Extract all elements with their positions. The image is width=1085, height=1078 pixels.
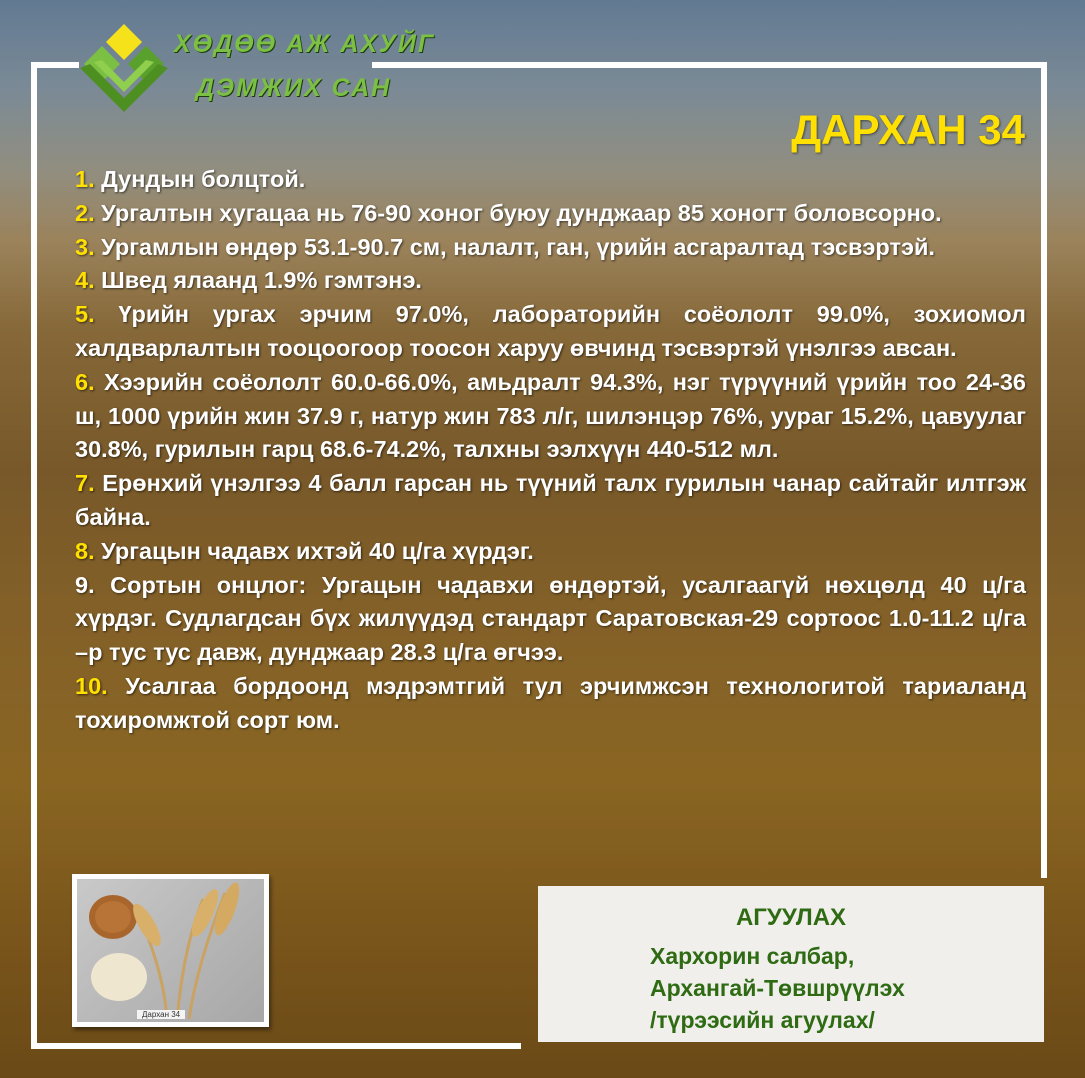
list-item-2 [75, 197, 1026, 231]
storage-line-1: Хархорин салбар, [650, 943, 855, 969]
frame-bottom [31, 1043, 521, 1049]
item-text: Ургацын чадавх ихтэй 40 ц/га хүрдэг. [94, 537, 534, 564]
item-text: Сортын онцлог: Ургацын чадавхи өндөртэй, усалгаагүй нөхцөлд 40 ц/га хүрдэг. Судлагдсан бүх жилүүдэд стандарт Саратовская-29 сортоос 1.0-11.2 ц/га –р тус тус давж, дунджаар 28.3 ц/га өгчээ. [75, 571, 1026, 666]
item-number: 1. [75, 166, 95, 192]
item-number: 3. [75, 233, 95, 260]
variety-title: ДАРХАН 34 [791, 106, 1025, 153]
list-item-7 [75, 467, 1026, 535]
storage-line-2: Архангай-Төвшрүүлэх [650, 975, 905, 1001]
storage-line-3: /түрээсийн агуулах/ [650, 1007, 875, 1033]
photo-caption: Дархан 34 [137, 1010, 185, 1019]
item-text: Усалгаа бордоонд мэдрэмтгий тул эрчимжсэн технологитой тариаланд тохиромжтой сорт юм. [75, 672, 1026, 733]
frame-left [31, 62, 37, 1049]
wheat-sample-photo [72, 874, 269, 1027]
item-text: Швед ялаанд 1.9% гэмтэнэ. [94, 267, 422, 294]
list-item-5 [75, 298, 1026, 366]
frame-right [1041, 62, 1047, 878]
item-text: Үрийн ургах эрчим 97.0%, лабораторийн соёололт 99.0%, зохиомол халдварлалтын тооцоогоор тоосон харуу өвчинд тэсвэртэй үнэлгээ авсан. [75, 301, 1026, 361]
item-number: 9. [75, 571, 95, 598]
wheat-illustration [77, 879, 264, 1022]
frame-top-right [372, 62, 1047, 68]
list-item-10 [75, 670, 1026, 738]
photo-image [77, 879, 264, 1022]
item-number: 2. [75, 199, 95, 226]
logo-line-2: ДЭМЖИХ САН [196, 74, 392, 102]
item-text: Хээрийн соёололт 60.0-66.0%, амьдралт 94.3%, нэг түрүүний үрийн тоо 24-36 ш, 1000 үрийн жин 37.9 г, натур жин 783 л/г, шилэнцэр 76%, уураг 15.2%, цавуулаг 30.8%, гурилын гарц 68.6-74.2%, талхны ээлхүүн 440-512 мл. [75, 368, 1026, 463]
list-item-8 [75, 535, 1026, 569]
item-number: 7. [75, 470, 95, 497]
storage-title: АГУУЛАХ [735, 904, 847, 931]
logo [72, 22, 436, 122]
list-item-1 [75, 163, 1026, 197]
list-item-6 [75, 366, 1026, 467]
list-item-3 [75, 231, 1026, 265]
item-number: 8. [75, 537, 95, 564]
item-text: Ерөнхий үнэлгээ 4 балл гарсан нь түүний талх гурилын чанар сайтайг илтгэж байна. [75, 470, 1026, 530]
item-text: Ургамлын өндөр 53.1-90.7 см, налалт, ган, үрийн асгаралтад тэсвэртэй. [94, 233, 935, 260]
item-number: 10. [75, 672, 108, 699]
variety-description [75, 163, 1026, 738]
list-item-9 [75, 569, 1026, 670]
diamond-logo-icon [72, 22, 182, 122]
item-text: Ургалтын хугацаа нь 76-90 хоног буюу дунджаар 85 хоногт боловсорно. [94, 199, 942, 226]
storage-address [650, 940, 905, 1036]
storage-panel [538, 886, 1044, 1042]
list-item-4 [75, 264, 1026, 298]
item-number: 4. [75, 267, 95, 294]
item-text: Дундын болцтой. [94, 166, 306, 192]
logo-line-1: ХӨДӨӨ АЖ АХУЙГ [174, 30, 436, 58]
item-number: 5. [75, 301, 95, 328]
item-number: 6. [75, 368, 95, 395]
